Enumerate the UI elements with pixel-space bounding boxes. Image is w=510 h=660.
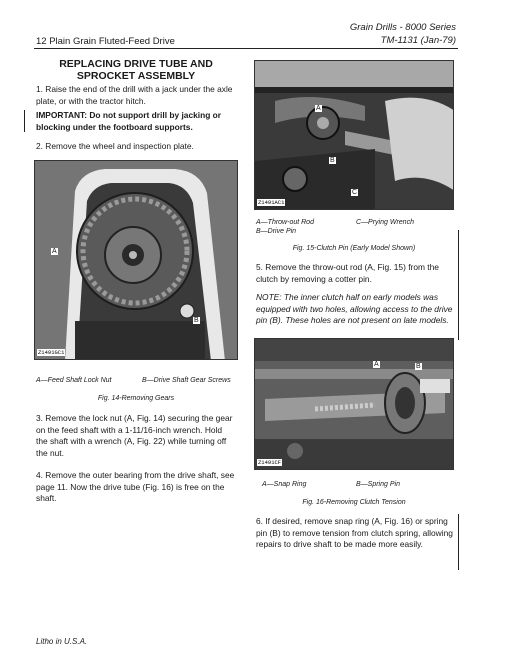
fig14-caption-a: A—Feed Shaft Lock Nut: [36, 377, 112, 384]
fig15-photo: [254, 60, 454, 210]
right-margin-bar-2: [458, 514, 459, 570]
fig15-caption-a: A—Throw-out Rod: [256, 219, 314, 226]
step-1: 1. Raise the end of the drill with a jack under the axle plate, or with the tractor hitch.: [36, 84, 233, 106]
important-note: IMPORTANT: Do not support drill by jacking or blocking under the footboard supports.: [36, 110, 222, 132]
fig14-caption-b: B—Drive Shaft Gear Screws: [142, 377, 231, 384]
fig14-photo-tag: Z1491GC1: [38, 349, 65, 356]
important-margin-bar: [24, 110, 25, 132]
title-line-1: REPLACING DRIVE TUBE AND: [59, 58, 213, 70]
fig14-callout-a: A: [52, 248, 57, 255]
fig15-photo-tag: Z1491AC1: [258, 199, 285, 206]
step-2: 2. Remove the wheel and inspection plate.: [36, 141, 194, 151]
fig16-caption-a: A—Snap Ring: [262, 481, 307, 488]
header-page-section: 12 Plain Grain Fluted-Feed Drive: [36, 36, 175, 47]
step-5: 5. Remove the throw-out rod (A, Fig. 15) from the clutch by removing a cotter pin.: [256, 262, 439, 284]
fig15-callout-c: C: [352, 189, 358, 196]
fig14-callout-b: B: [194, 317, 199, 324]
fig15-callout-a: A: [316, 105, 321, 112]
fig16-caption-b: B—Spring Pin: [356, 481, 400, 488]
section-title: [36, 58, 236, 82]
header-rule: [34, 48, 458, 49]
title-line-2: SPROCKET ASSEMBLY: [76, 70, 196, 82]
note: NOTE: The inner clutch half on early models was equipped with two holes, allowing access to the drive pin (B). These holes are not present on late models.: [256, 292, 453, 325]
fig16-photo: [254, 338, 454, 470]
fig16-photo-tag: Z1491CF: [258, 459, 282, 466]
fig16-callout-b: B: [416, 363, 421, 370]
header-series: Grain Drills - 8000 Series: [349, 22, 456, 33]
fig14-label: Fig. 14-Removing Gears: [97, 395, 175, 402]
step-4: 4. Remove the outer bearing from the drive shaft, see page 11. Now the drive tube (Fig. 16) is free on the shaft.: [36, 470, 235, 503]
right-margin-bar-1: [458, 230, 459, 340]
fig16-label: Fig. 16-Removing Clutch Tension: [302, 499, 406, 506]
fig16-callout-a: A: [374, 361, 379, 368]
fig14-photo: [34, 160, 238, 360]
fig15-caption-b: B—Drive Pin: [256, 228, 297, 235]
fig15-callout-b: B: [330, 157, 335, 164]
step-6: 6. If desired, remove snap ring (A, Fig. 16) or spring pin (B) to remove tension from clutch spring, allowing repairs to drive shaft to be made more easily.: [256, 516, 453, 549]
header-manual: TM-1131 (Jan-79): [380, 35, 456, 46]
step-3: 3. Remove the lock nut (A, Fig. 14) securing the gear on the feed shaft with a 1-11/16-inch wrench. Hold the shaft with a wrench (A, Fig. 22) while turning off the nut.: [36, 413, 233, 458]
footer-litho: Litho in U.S.A.: [36, 637, 88, 646]
fig15-label: Fig. 15-Clutch Pin (Early Model Shown): [292, 245, 416, 252]
fig15-caption-c: C—Prying Wrench: [356, 219, 414, 226]
